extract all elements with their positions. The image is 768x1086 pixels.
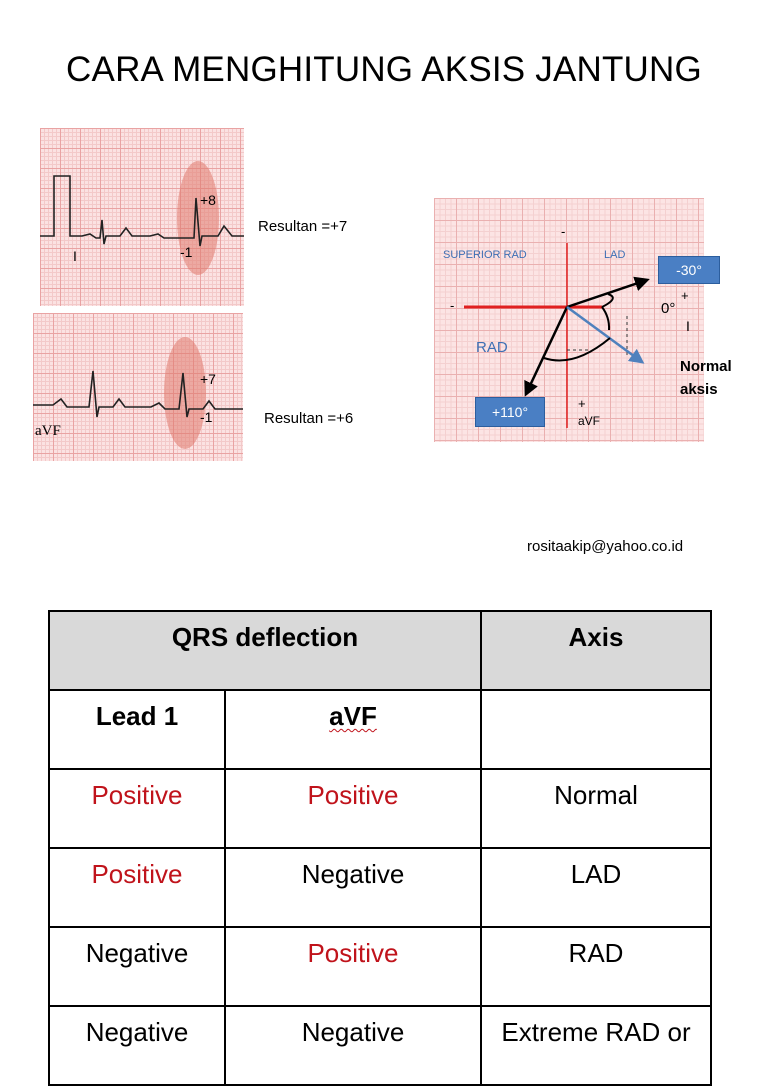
table-row: [49, 927, 711, 1006]
cell-axis: RAD: [481, 927, 711, 1006]
plus-bottom: +: [578, 396, 586, 411]
ecg-avf-label: aVF: [35, 423, 61, 439]
avf-axis-label: aVF: [578, 414, 601, 428]
rad-label: RAD: [476, 339, 508, 356]
box-pos110: +110°: [475, 397, 545, 427]
header-axis: Axis: [481, 611, 711, 690]
ecg-lead1-strip: [40, 128, 244, 306]
ecg-avf-peak: +7: [200, 371, 216, 387]
header-qrs-deflection: QRS deflection: [49, 611, 481, 690]
subheader-empty: [481, 690, 711, 769]
lead1-resultant: Resultan =+7: [258, 218, 348, 235]
box-neg30: -30°: [658, 256, 720, 284]
plus-right: +: [681, 288, 689, 303]
lead-i-label: I: [686, 318, 690, 334]
table-row: [49, 769, 711, 848]
cell-avf: Negative: [225, 1006, 481, 1085]
ecg-lead1-trough: -1: [180, 244, 193, 260]
normal-line2: aksis: [680, 381, 718, 398]
ecg-avf-strip: [33, 313, 243, 461]
ecg-avf-trough: -1: [200, 409, 213, 425]
subheader-lead1: Lead 1: [49, 690, 225, 769]
table-subheader-row: [49, 690, 711, 769]
zero-deg-label: 0°: [661, 300, 676, 317]
table-row: [49, 848, 711, 927]
subheader-avf-text: aVF: [329, 701, 377, 731]
lad-label: LAD: [604, 249, 626, 261]
table-row: [49, 1006, 711, 1085]
ecg-lead1-label: I: [73, 248, 77, 264]
cell-lead1: Negative: [49, 927, 225, 1006]
author-email: rositaakip@yahoo.co.id: [527, 538, 684, 555]
cell-avf: Negative: [225, 848, 481, 927]
superior-rad-label: SUPERIOR RAD: [443, 249, 527, 261]
qrs-axis-table: [48, 610, 712, 1086]
cell-lead1: Positive: [49, 848, 225, 927]
ecg-lead1-peak: +8: [200, 192, 216, 208]
cell-avf: Positive: [225, 769, 481, 848]
cell-avf: Positive: [225, 927, 481, 1006]
axis-minus-left: -: [450, 298, 455, 313]
cell-lead1: Negative: [49, 1006, 225, 1085]
cell-axis: Extreme RAD or: [481, 1006, 711, 1085]
axis-minus-top: -: [561, 224, 566, 239]
cell-axis: LAD: [481, 848, 711, 927]
subheader-avf: [225, 690, 481, 769]
ecg-lead1-trace: [40, 128, 244, 306]
normal-line1: Normal: [680, 358, 732, 375]
cell-axis: Normal: [481, 769, 711, 848]
avf-resultant: Resultan =+6: [264, 410, 354, 427]
page-title: CARA MENGHITUNG AKSIS JANTUNG: [66, 50, 702, 89]
cell-lead1: Positive: [49, 769, 225, 848]
table-header-row: [49, 611, 711, 690]
ecg-avf-trace: [33, 313, 243, 461]
